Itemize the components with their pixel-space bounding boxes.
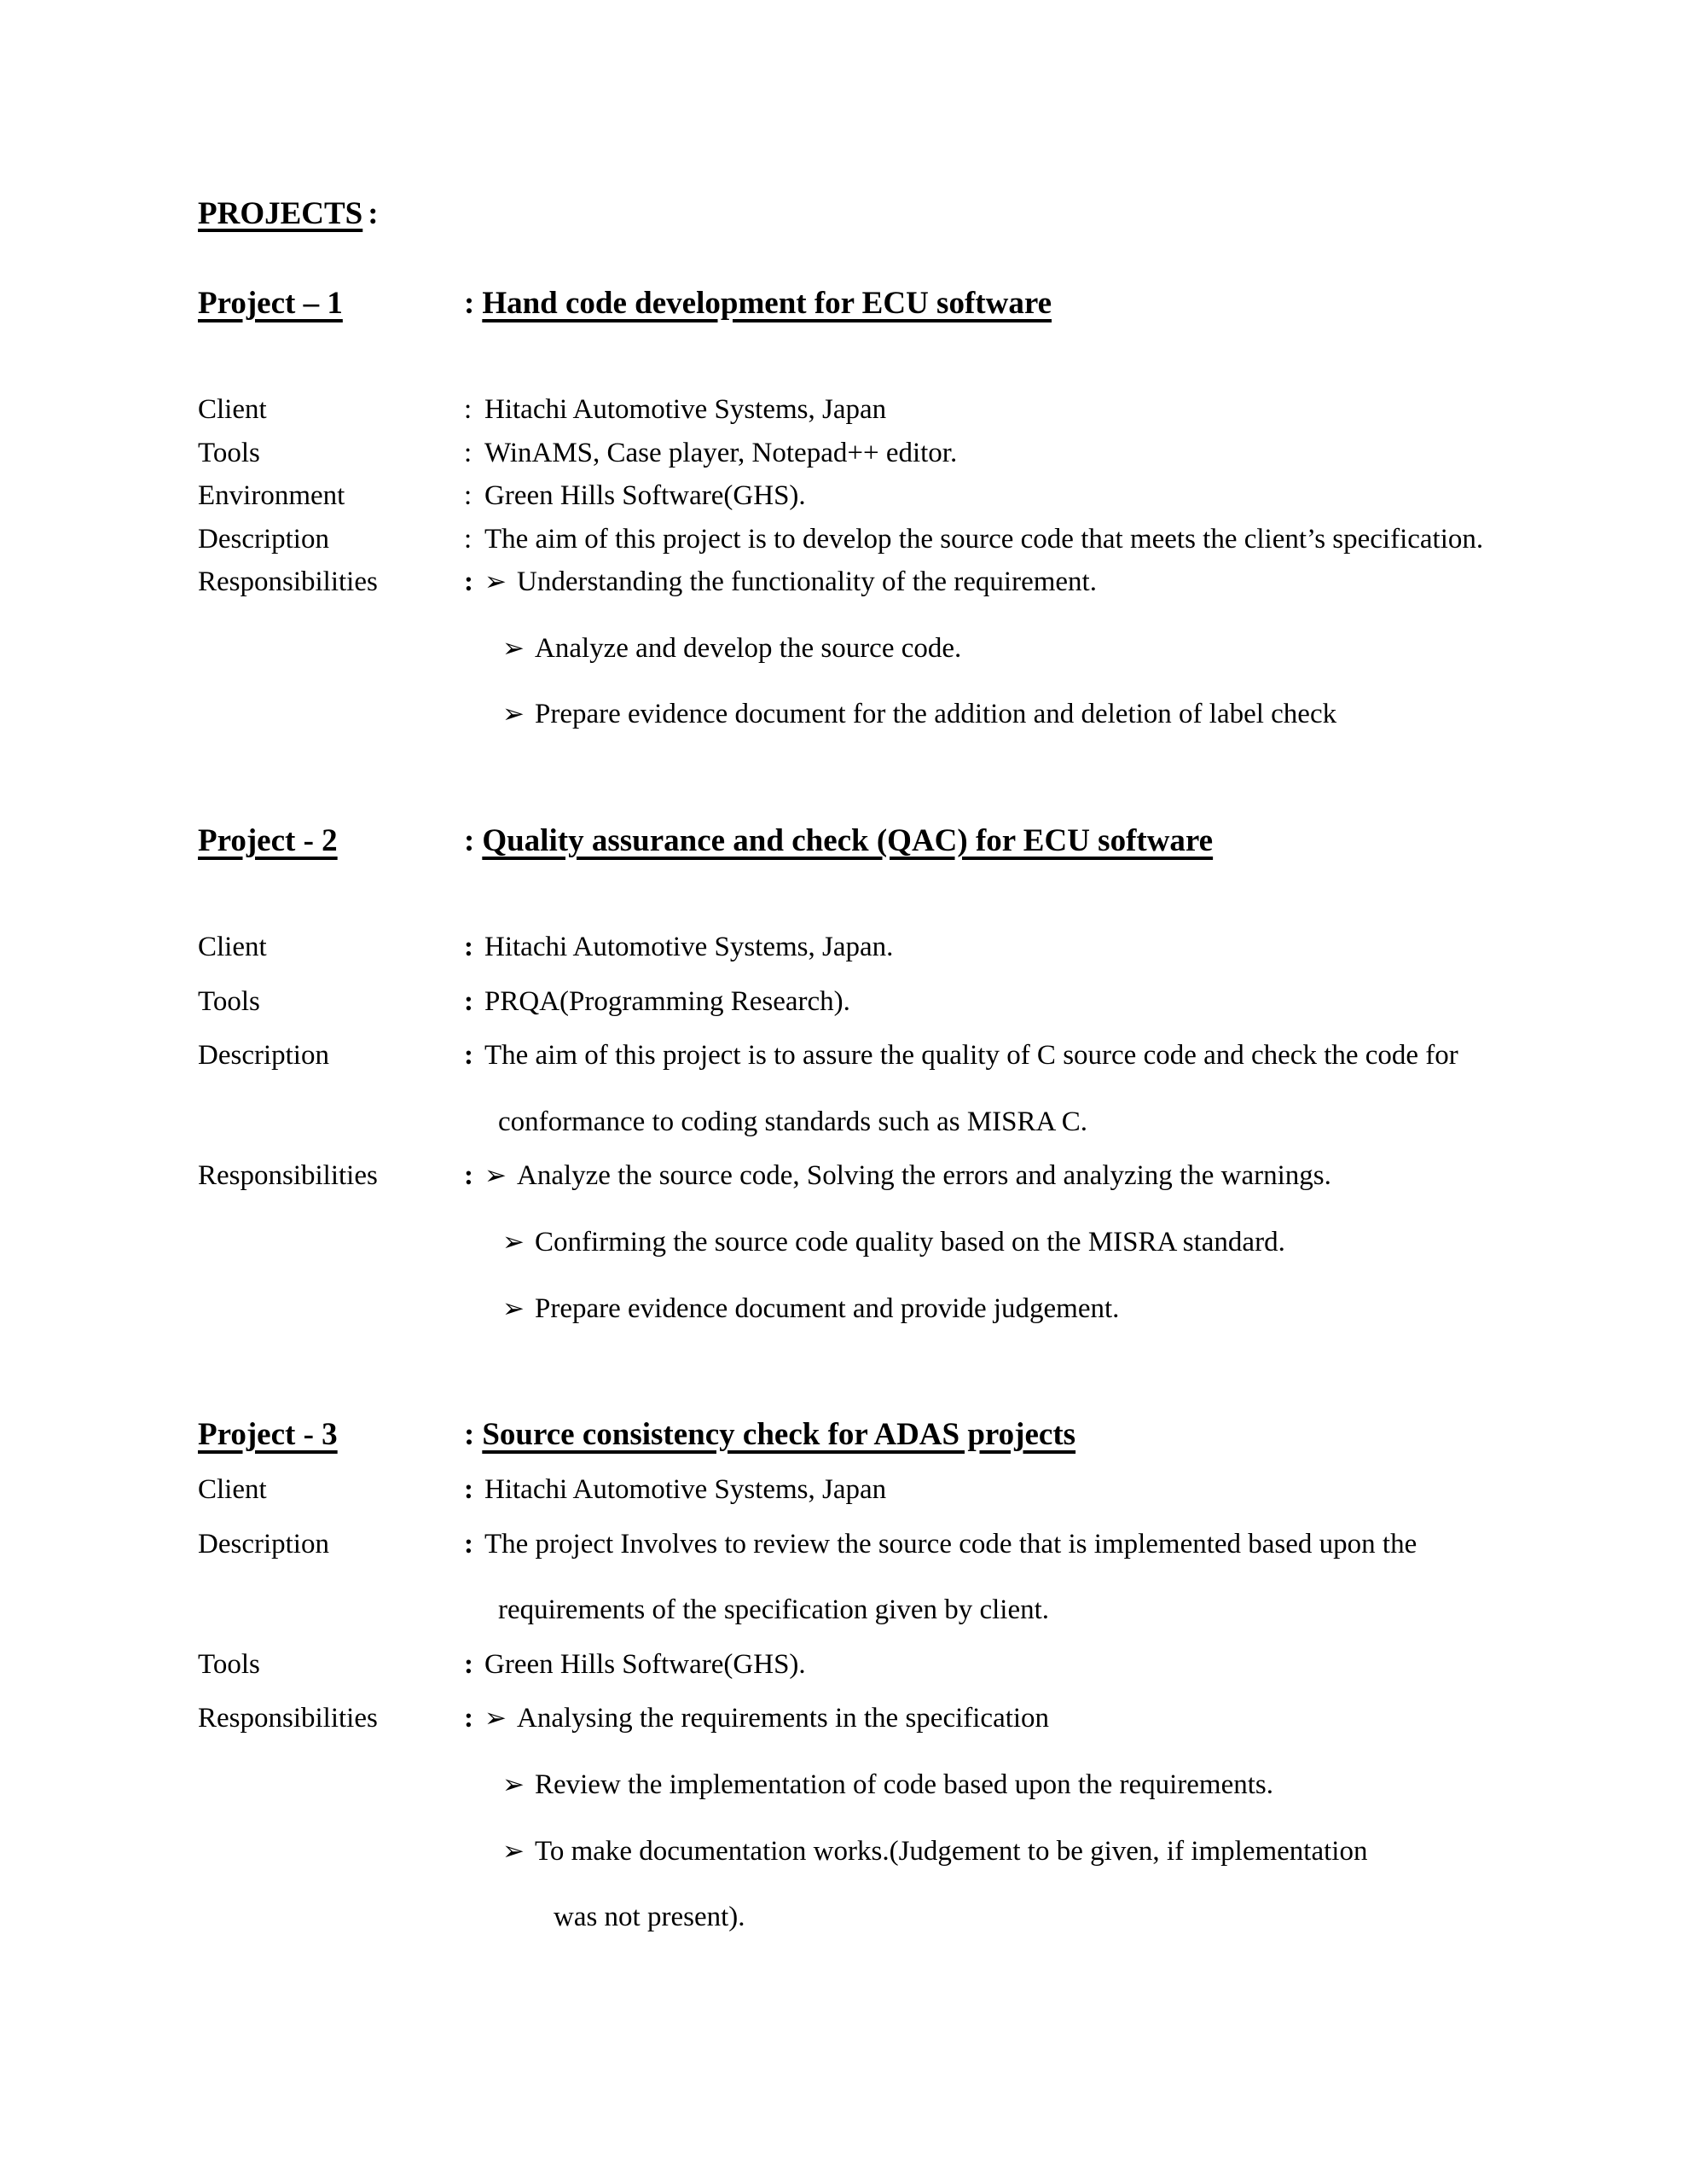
section-title-text: PROJECTS <box>198 196 363 231</box>
project-1-heading-colon: : <box>464 286 475 321</box>
row-colon: : <box>464 437 472 468</box>
list-item-text: Confirming the source code quality based on the MISRA standard. <box>534 1226 1285 1258</box>
list-item-text: Prepare evidence document for the addition and deletion of label check <box>534 699 1337 730</box>
project-1-environment-row <box>198 479 1653 514</box>
project-3-client-value: Hitachi Automotive Systems, Japan <box>484 1474 887 1506</box>
label-environment: Environment <box>198 480 345 512</box>
list-item <box>484 1225 1653 1261</box>
project-1-environment-value: Green Hills Software(GHS). <box>484 480 806 512</box>
project-2-heading-colon: : <box>464 823 475 859</box>
project-1-heading <box>198 288 1653 319</box>
project-2-description-row <box>198 1038 1653 1140</box>
project-3-description-value <box>484 1527 1653 1629</box>
project-1-responsibilities-row <box>198 565 1653 733</box>
arrow-bullet-icon: ➢ <box>484 1703 507 1734</box>
label-description: Description <box>198 523 329 555</box>
list-item-text <box>535 1834 1653 1936</box>
project-1-description-row <box>198 522 1653 558</box>
description-line-2: conformance to coding standards such as MISRA C. <box>498 1106 1088 1137</box>
list-item <box>484 1768 1653 1804</box>
arrow-bullet-icon: ➢ <box>502 1835 525 1866</box>
project-1-bullet-list <box>484 565 1653 733</box>
list-item-line-1: To make documentation works.(Judgement to be given, if implementation <box>534 1835 1368 1867</box>
project-3-details <box>198 1472 1653 1936</box>
label-client: Client <box>198 394 267 425</box>
arrow-bullet-icon: ➢ <box>484 566 507 597</box>
label-tools: Tools <box>198 437 260 468</box>
project-1-tools-row <box>198 436 1653 472</box>
arrow-bullet-icon: ➢ <box>502 1769 525 1799</box>
arrow-bullet-icon: ➢ <box>502 1292 525 1323</box>
list-item-text: Analyze the source code, Solving the errors and analyzing the warnings. <box>516 1160 1331 1192</box>
section-title-colon: : <box>368 196 379 231</box>
list-item-text: Understanding the functionality of the requirement. <box>516 566 1097 598</box>
list-item-text: Review the implementation of code based upon the requirements. <box>534 1769 1273 1800</box>
arrow-bullet-icon: ➢ <box>484 1160 507 1191</box>
arrow-bullet-icon: ➢ <box>502 632 525 663</box>
project-2-client-value: Hitachi Automotive Systems, Japan. <box>484 932 894 963</box>
spacer <box>198 319 1653 392</box>
project-2-details <box>198 930 1653 1327</box>
project-1-responsibilities-value <box>484 565 1653 733</box>
row-colon: : <box>464 566 473 598</box>
label-responsibilities: Responsibilities <box>198 566 378 598</box>
row-colon: : <box>464 480 472 512</box>
label-responsibilities: Responsibilities <box>198 1160 378 1192</box>
project-3-tools-value: Green Hills Software(GHS). <box>484 1648 806 1680</box>
project-1-label: Project – 1 <box>198 286 343 321</box>
project-2-heading <box>198 825 1653 857</box>
page-title <box>198 198 1653 229</box>
list-item <box>484 631 1653 667</box>
row-colon: : <box>464 523 472 555</box>
label-description: Description <box>198 1040 329 1072</box>
project-3-client-row <box>198 1472 1653 1508</box>
list-item-text: Analysing the requirements in the specification <box>516 1703 1050 1734</box>
project-3-bullet-list <box>484 1701 1653 1935</box>
project-2-bullet-list <box>484 1159 1653 1327</box>
project-1-title: Hand code development for ECU software <box>482 286 1052 321</box>
list-item <box>484 1159 1653 1194</box>
label-responsibilities: Responsibilities <box>198 1703 378 1734</box>
project-1-client-row <box>198 392 1653 428</box>
project-3-heading <box>198 1417 1653 1453</box>
project-1-details <box>198 392 1653 733</box>
spacer <box>198 733 1653 825</box>
description-line-1: The project Involves to review the source code that is implemented based upon the <box>484 1528 1417 1560</box>
spacer <box>198 1450 1653 1472</box>
label-client: Client <box>198 1474 267 1506</box>
row-colon: : <box>464 1040 473 1072</box>
list-item <box>484 1292 1653 1327</box>
project-2-label: Project - 2 <box>198 823 338 859</box>
project-3-title: Source consistency check for ADAS projects <box>482 1417 1076 1453</box>
list-item <box>484 1834 1653 1936</box>
spacer <box>198 857 1653 930</box>
row-colon: : <box>464 1648 473 1680</box>
row-colon: : <box>464 1528 473 1560</box>
list-item-text: Prepare evidence document and provide judgement. <box>534 1292 1120 1324</box>
arrow-bullet-icon: ➢ <box>502 1226 525 1257</box>
spacer <box>198 1327 1653 1419</box>
project-2-tools-row <box>198 985 1653 1020</box>
project-2-responsibilities-row <box>198 1159 1653 1327</box>
row-colon: : <box>464 985 473 1017</box>
list-item <box>484 565 1653 601</box>
list-item-continuation: was not present). <box>553 1902 745 1933</box>
project-2-responsibilities-value <box>484 1159 1653 1327</box>
project-3-label: Project - 3 <box>198 1417 338 1453</box>
description-line-2: requirements of the specification given by client. <box>498 1594 1050 1626</box>
label-tools: Tools <box>198 1648 260 1680</box>
project-1-client-value: Hitachi Automotive Systems, Japan <box>484 394 887 425</box>
project-2-tools-value: PRQA(Programming Research). <box>484 985 850 1017</box>
project-2-description-value <box>484 1038 1653 1140</box>
list-item <box>484 697 1653 733</box>
project-3-responsibilities-row <box>198 1701 1653 1935</box>
list-item <box>484 1701 1653 1737</box>
row-colon: : <box>464 932 473 963</box>
label-description: Description <box>198 1528 329 1560</box>
row-colon: : <box>464 1703 473 1734</box>
row-colon: : <box>464 1474 473 1506</box>
project-3-heading-colon: : <box>464 1417 475 1453</box>
project-3-description-row <box>198 1527 1653 1629</box>
label-tools: Tools <box>198 985 260 1017</box>
arrow-bullet-icon: ➢ <box>502 699 525 729</box>
row-colon: : <box>464 394 472 425</box>
project-2-title: Quality assurance and check (QAC) for ECU software <box>482 823 1214 859</box>
project-3-tools-row <box>198 1647 1653 1683</box>
label-client: Client <box>198 932 267 963</box>
list-item-text: Analyze and develop the source code. <box>534 632 962 664</box>
row-colon: : <box>464 1160 473 1192</box>
project-2-client-row <box>198 930 1653 966</box>
description-line-1: The aim of this project is to assure the quality of C source code and check the code for <box>484 1040 1458 1072</box>
project-1-description-value: The aim of this project is to develop the source code that meets the client’s specification. <box>484 523 1484 555</box>
project-3-responsibilities-value <box>484 1701 1653 1935</box>
project-1-tools-value: WinAMS, Case player, Notepad++ editor. <box>484 437 958 468</box>
